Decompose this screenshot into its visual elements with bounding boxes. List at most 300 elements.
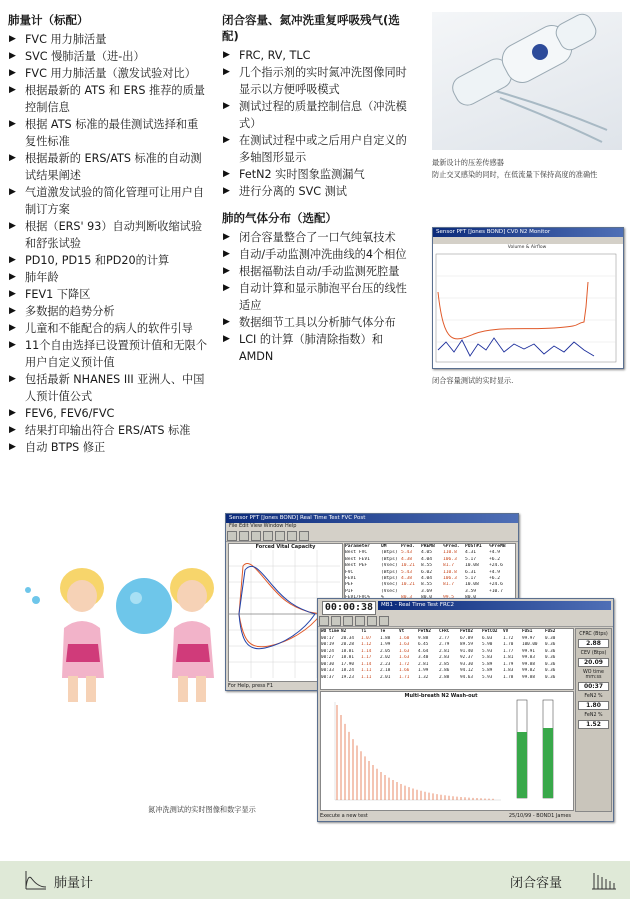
feature-item: [222, 229, 416, 246]
bullet-arrow-icon: ▶: [223, 186, 230, 196]
table-cell: FEV1: [345, 576, 357, 582]
feature-text: 几个指示剂的实时氮冲洗图像同时显示以方便呼吸模式: [239, 66, 407, 96]
table-cell: 00:30: [321, 661, 334, 667]
table-cell: 10.08: [465, 582, 479, 588]
side-readout: [578, 632, 609, 648]
table-cell: 1.14: [361, 648, 372, 654]
bullet-arrow-icon: ▶: [9, 187, 16, 197]
column-header: Pred.: [401, 544, 415, 549]
feature-text: 自动/手动监测冲洗曲线的4个相位: [239, 248, 407, 261]
table-cell: 1.07: [361, 635, 372, 641]
column-header: Vt: [399, 629, 405, 634]
table-cell: 81.7: [443, 563, 455, 569]
table-cell: 3.69: [421, 588, 433, 594]
bullet-arrow-icon: ▶: [9, 34, 16, 44]
feature-text: 根据最新的 ERS/ATS 标准的自动测试结果阐述: [25, 152, 202, 182]
table-cell: 94.63: [460, 674, 473, 680]
table-cell: 110.8: [443, 569, 457, 575]
feature-text: 根据福勒法自动/手动监测死腔量: [239, 265, 400, 278]
feature-text: 自动计算和显示肺泡平台压的线性适应: [239, 282, 407, 312]
tool-button[interactable]: [367, 616, 377, 626]
table-cell: 0.36: [545, 648, 556, 654]
column-header: Te: [380, 629, 386, 634]
table-cell: 1.60: [399, 635, 410, 641]
feature-item: [8, 48, 208, 65]
table-cell: 00:19: [321, 642, 334, 647]
tool-button[interactable]: [299, 531, 309, 541]
washout-side-panel: [575, 628, 612, 812]
bullet-arrow-icon: ▶: [9, 289, 16, 299]
table-cell: 00:17: [321, 635, 334, 641]
table-cell: 5.90: [482, 642, 493, 647]
bullet-arrow-icon: ▶: [9, 221, 16, 231]
side-readout: [578, 670, 609, 691]
table-cell: 3.59: [465, 588, 477, 594]
bullet-arrow-icon: ▶: [9, 425, 16, 435]
table-cell: 110.8: [443, 550, 457, 556]
feature-item: [222, 246, 416, 263]
gas-distribution-title: 肺的气体分布（选配）: [222, 211, 337, 225]
readout-value: 2.88: [578, 639, 609, 648]
column-header: N2: [341, 629, 347, 634]
washout-status-right: 25/10/99 - BOND1 James: [508, 813, 571, 819]
tool-button[interactable]: [251, 531, 261, 541]
table-cell: 99.97: [522, 635, 535, 641]
window-titlebar: Sensor PFT [Jones BOND] CV0 N2 Monitor: [433, 228, 623, 237]
table-cell: Best FVC: [345, 550, 368, 556]
table-cell: 1.70: [503, 642, 514, 647]
table-cell: 1.32: [418, 674, 429, 680]
feature-item: [222, 183, 416, 200]
table-cell: 1.11: [361, 674, 372, 680]
column-header: CFRC: [439, 629, 450, 634]
kids-illustration: [14, 548, 219, 708]
table-cell: 99.91: [522, 648, 535, 654]
feature-text: FVC 用力肺活量（激发试验对比）: [25, 67, 196, 80]
table-cell: 1.78: [503, 674, 514, 680]
feature-item: [8, 252, 208, 269]
feature-item: [8, 320, 208, 337]
table-cell: 4.04: [421, 556, 433, 562]
feature-text: FEV1 下降区: [25, 288, 91, 301]
gas-distribution-list: [222, 229, 416, 365]
table-cell: 17.90: [341, 661, 354, 667]
tool-button[interactable]: [355, 616, 365, 626]
washout-window: [317, 598, 614, 822]
table-cell: Best PEF: [345, 563, 368, 569]
feature-text: PD10, PD15 和PD20的计算: [25, 254, 170, 267]
table-cell: 00:27: [321, 655, 334, 660]
table-cell: 99.88: [522, 674, 535, 680]
tool-button[interactable]: [275, 531, 285, 541]
table-cell: 4.31: [465, 550, 477, 556]
column-header: UM: [381, 544, 387, 549]
feature-text: 多数据的趋势分析: [25, 305, 115, 318]
feature-item: [8, 150, 208, 184]
feature-text: 自动 BTPS 修正: [25, 441, 106, 454]
bullet-arrow-icon: ▶: [9, 408, 16, 418]
table-cell: 18.81: [341, 655, 354, 660]
feature-item: [222, 98, 416, 132]
table-cell: 1.83: [503, 668, 514, 673]
bullet-arrow-icon: ▶: [223, 67, 230, 77]
table-cell: 2.23: [380, 661, 391, 667]
bullet-arrow-icon: ▶: [223, 135, 230, 145]
feature-item: [8, 269, 208, 286]
feature-item: [8, 286, 208, 303]
bullet-arrow-icon: ▶: [9, 51, 16, 61]
bullet-arrow-icon: ▶: [9, 272, 16, 282]
bullet-arrow-icon: ▶: [223, 317, 230, 327]
column-header: %PreMB: [489, 544, 506, 549]
tool-button[interactable]: [331, 616, 341, 626]
closing-chart-legend: Volume & Airflow: [507, 245, 547, 250]
column-header: %Pred.: [443, 544, 460, 549]
washout-chart-area: [320, 691, 574, 811]
washout-titlebar: MB1 - Real Time Test FRC2: [378, 601, 611, 610]
bullet-arrow-icon: ▶: [223, 50, 230, 60]
feature-text: 肺年龄: [25, 271, 59, 284]
table-cell: 20.28: [341, 642, 354, 647]
feature-item: [8, 371, 208, 405]
table-cell: 1.14: [361, 661, 372, 667]
side-readout: [578, 694, 609, 710]
table-cell: 0.36: [545, 668, 556, 673]
tool-button[interactable]: [287, 531, 297, 541]
table-cell: 1.63: [399, 648, 410, 654]
tool-button[interactable]: [343, 616, 353, 626]
table-cell: 2.77: [439, 635, 450, 641]
table-cell: 5.17: [465, 576, 477, 582]
table-cell: 0.36: [545, 642, 556, 647]
washout-table-body: [321, 636, 573, 682]
bullet-arrow-icon: ▶: [9, 442, 16, 452]
feature-item: [8, 218, 208, 252]
table-cell: 93.30: [460, 661, 473, 667]
table-cell: 6.03: [482, 635, 493, 641]
table-cell: 100.00: [522, 642, 538, 647]
washout-list: [222, 47, 416, 200]
table-body: [345, 550, 515, 601]
feature-item: [8, 422, 208, 439]
bullet-arrow-icon: ▶: [223, 232, 230, 242]
table-cell: 5.43: [401, 550, 413, 556]
washout-title: 闭合容量、氮冲洗重复呼吸残气(选配): [222, 13, 400, 43]
table-cell: +6.2: [489, 556, 501, 562]
table-cell: 1.63: [399, 655, 410, 660]
table-cell: 1.99: [380, 642, 391, 647]
feature-item: [8, 337, 208, 371]
fvc-toolbar: [226, 530, 518, 542]
tool-button[interactable]: [319, 616, 329, 626]
feature-item: [222, 132, 416, 166]
feature-text: 根据 ATS 标准的最佳测试选择和重复性标准: [25, 118, 199, 148]
readout-label: CEV (Btps): [580, 651, 607, 656]
fvc-chart-title: Forced Vital Capacity: [255, 544, 316, 550]
table-cell: 0.36: [545, 661, 556, 667]
table-cell: 2.18: [380, 668, 391, 673]
table-cell: 5.89: [482, 661, 493, 667]
table-cell: (Vsec): [381, 588, 398, 594]
feature-item: [222, 166, 416, 183]
feature-text: 结果打印输出符合 ERS/ATS 标准: [25, 424, 191, 437]
feature-text: 闭合容量整合了一口气纯氧技术: [239, 231, 396, 244]
column-header: PetO2: [460, 629, 473, 634]
table-cell: 1.77: [503, 648, 514, 654]
table-cell: 8.55: [421, 582, 433, 588]
feature-item: [8, 439, 208, 456]
table-cell: 91.40: [460, 648, 473, 654]
table-cell: 19.23: [341, 674, 354, 680]
table-cell: +24.6: [489, 582, 503, 588]
table-cell: (Btps): [381, 576, 398, 582]
feature-item: [222, 64, 416, 98]
table-cell: 2.01: [380, 674, 391, 680]
table-cell: 1.66: [399, 668, 410, 673]
column-header: PetCO2: [482, 629, 498, 634]
table-cell: 5.17: [465, 556, 477, 562]
closing-volume-chart: [434, 252, 622, 366]
table-cell: 1.79: [503, 661, 514, 667]
bullet-arrow-icon: ▶: [9, 153, 16, 163]
washout-status-left: Execute a new test: [320, 813, 368, 819]
column-header: PetN2: [418, 629, 431, 634]
table-cell: 2.79: [439, 642, 450, 647]
table-cell: 99.82: [522, 668, 535, 673]
sensor-photo: [432, 12, 622, 150]
table-cell: 94.12: [460, 668, 473, 673]
table-cell: 2.02: [380, 655, 391, 660]
table-cell: 00:33: [321, 668, 334, 673]
table-cell: 1.71: [399, 674, 410, 680]
table-cell: PEF: [345, 582, 354, 588]
table-cell: 0.36: [545, 674, 556, 680]
table-cell: (Btps): [381, 569, 398, 575]
table-cell: 2.85: [439, 661, 450, 667]
tool-button[interactable]: [239, 531, 249, 541]
washout-chart: [321, 692, 571, 808]
bullet-arrow-icon: ▶: [9, 68, 16, 78]
bullet-arrow-icon: ▶: [223, 249, 230, 259]
table-cell: PIF: [345, 588, 354, 594]
table-cell: 0.36: [545, 655, 556, 660]
feature-item: [222, 331, 416, 365]
readout-value: 1.80: [578, 701, 609, 710]
sensor-caption-text: 防止交叉感染的同时，在低流量下保持高度的准确性: [432, 170, 598, 179]
feature-text: FRC, RV, TLC: [239, 49, 311, 62]
spirometry-title: 肺量计（标配）: [8, 13, 89, 27]
table-cell: +4.9: [489, 550, 501, 556]
readout-label: FeN2 %: [584, 713, 603, 718]
closing-volume-window: [432, 227, 624, 369]
side-readout: [578, 651, 609, 667]
table-cell: 18.24: [341, 668, 354, 673]
readout-label: CFRC (Btps): [579, 632, 608, 637]
sensor-caption: [432, 157, 622, 181]
table-cell: 10.08: [465, 563, 479, 569]
bullet-arrow-icon: ▶: [9, 255, 16, 265]
table-cell: (Btps): [381, 550, 398, 556]
fvc-menubar: File Edit View Window Help: [229, 523, 297, 529]
feature-item: [8, 82, 208, 116]
table-cell: 99.88: [522, 661, 535, 667]
feature-item: [8, 405, 208, 422]
table-cell: 106.3: [443, 576, 457, 582]
feature-text: 根据（ERS' 93）自动判断收缩试验和舒张试验: [25, 220, 203, 250]
feature-text: FVC 用力肺活量: [25, 33, 107, 46]
feature-item: [8, 31, 208, 48]
column-header: WO time: [321, 629, 340, 634]
fvc-window-titlebar: Sensor PFT [Jones BOND] Real Time Test FVC Post: [226, 514, 518, 523]
table-cell: 4.38: [401, 576, 413, 582]
column-header: PREMB: [421, 544, 435, 549]
table-cell: 2.05: [380, 648, 391, 654]
table-cell: 67.89: [460, 635, 473, 641]
spirometer-icon: [24, 869, 48, 891]
table-cell: 4.04: [421, 576, 433, 582]
washout-timer: 00:00:38: [322, 601, 376, 615]
closing-volume-icon: [590, 869, 618, 891]
closing-caption: 闭合容量测试的实时显示.: [432, 376, 514, 385]
table-cell: 4.64: [418, 648, 429, 654]
table-cell: 18.81: [341, 648, 354, 654]
feature-item: [222, 263, 416, 280]
bullet-arrow-icon: ▶: [9, 340, 16, 350]
table-cell: (Vsec): [381, 563, 398, 569]
table-cell: 5.83: [482, 655, 493, 660]
table-cell: +10.7: [489, 588, 503, 594]
feature-item: [8, 184, 208, 218]
table-cell: +4.9: [489, 569, 501, 575]
table-cell: 0.30: [545, 635, 556, 641]
column-header: Ti: [361, 629, 367, 634]
column-header: VV: [503, 629, 509, 634]
sensor-caption-title: 最新设计的压差传感器: [432, 158, 504, 167]
bullet-arrow-icon: ▶: [9, 374, 16, 384]
table-cell: (Vsec): [381, 582, 398, 588]
table-cell: 10.21: [401, 563, 415, 569]
menubar: [433, 237, 623, 244]
feature-text: LCI 的计算（肺清除指数）和 AMDN: [239, 333, 383, 363]
bullet-arrow-icon: ▶: [9, 119, 16, 129]
feature-text: FEV6, FEV6/FVC: [25, 407, 115, 420]
washout-caption: 氮冲洗测试的实时图像和数字显示: [148, 805, 256, 814]
feature-item: [8, 116, 208, 150]
feature-text: 气道激发试验的简化管理可让用户自制订方案: [25, 186, 205, 216]
tool-button[interactable]: [263, 531, 273, 541]
readout-value: 1.52: [578, 720, 609, 729]
feature-text: 包括最新 NHANES III 亚洲人、中国人预计值公式: [25, 373, 205, 403]
column-header: FUS1: [522, 629, 533, 634]
table-cell: 81.7: [443, 582, 455, 588]
table-cell: 5.89: [482, 668, 493, 673]
washout-status-bar: [320, 813, 611, 821]
tool-button[interactable]: [227, 531, 237, 541]
feature-text: 测试过程的质量控制信息（冲洗模式）: [239, 100, 407, 130]
footer-band: [0, 861, 630, 899]
washout-table: [320, 628, 574, 690]
footer-right-label: 闭合容量: [510, 876, 563, 891]
bullet-arrow-icon: ▶: [9, 306, 16, 316]
washout-chart-title: Multi-breath N2 Wash-out: [404, 693, 478, 699]
feature-text: 11个自由选择已设置预计值和无限个用户自定义预计值: [25, 339, 208, 369]
tool-button[interactable]: [379, 616, 389, 626]
bullet-arrow-icon: ▶: [223, 334, 230, 344]
washout-header: [318, 599, 613, 615]
table-cell: 2.81: [439, 648, 450, 654]
table-cell: 6.45: [418, 642, 429, 647]
feature-text: 进行分离的 SVC 测试: [239, 185, 347, 198]
feature-item: [222, 280, 416, 314]
table-cell: 2.86: [439, 668, 450, 673]
table-cell: 1.12: [361, 642, 372, 647]
table-cell: 1.99: [418, 668, 429, 673]
feature-item: [8, 303, 208, 320]
feature-item: [8, 65, 208, 82]
bullet-arrow-icon: ▶: [9, 323, 16, 333]
table-cell: 5.93: [482, 648, 493, 654]
table-cell: 2.88: [439, 674, 450, 680]
bullet-arrow-icon: ▶: [9, 85, 16, 95]
bullet-arrow-icon: ▶: [223, 266, 230, 276]
spirometry-column: [8, 12, 208, 456]
table-cell: 1.17: [361, 655, 372, 660]
table-cell: 2.83: [439, 655, 450, 660]
table-cell: 9.88: [418, 635, 429, 641]
feature-text: 儿童和不能配合的病人的软件引导: [25, 322, 193, 335]
table-cell: 1.81: [503, 655, 514, 660]
table-cell: +6.2: [489, 576, 501, 582]
fvc-status-bar: For Help, press F1: [228, 683, 274, 689]
table-cell: 00:24: [321, 648, 334, 654]
table-cell: 10.21: [401, 582, 415, 588]
feature-text: 在测试过程中或之后用户自定义的多轴图形显示: [239, 134, 407, 164]
table-cell: 92.37: [460, 655, 473, 660]
feature-text: 数据细节工具以分析肺气体分布: [239, 316, 396, 329]
readout-value: 20.09: [578, 658, 609, 667]
footer-left-label: 肺量计: [54, 876, 94, 891]
table-cell: (Btps): [381, 556, 398, 562]
readout-value: 00:37: [578, 682, 609, 691]
feature-text: FetN2 实时图象监测漏气: [239, 168, 365, 181]
column-header: FUS2: [545, 629, 556, 634]
table-cell: 1.72: [399, 661, 410, 667]
table-cell: FVC: [345, 569, 354, 575]
table-cell: 4.05: [421, 550, 433, 556]
table-cell: 106.3: [443, 556, 457, 562]
table-cell: +24.6: [489, 563, 503, 569]
feature-text: SVC 慢肺活量（进-出）: [25, 50, 145, 63]
spirometry-list: [8, 31, 208, 456]
table-cell: 5.93: [482, 674, 493, 680]
table-cell: 2.81: [418, 661, 429, 667]
column-header: Parameter: [345, 544, 370, 549]
table-cell: 6.02: [421, 569, 433, 575]
readout-label: FeN2 %: [584, 694, 603, 699]
table-cell: 99.83: [522, 655, 535, 660]
table-cell: 5.43: [401, 569, 413, 575]
table-cell: 89.59: [460, 642, 473, 647]
readout-label: WO time mm:ss: [583, 670, 604, 680]
table-cell: 00:37: [321, 674, 334, 680]
bullet-arrow-icon: ▶: [223, 169, 230, 179]
bullet-arrow-icon: ▶: [223, 101, 230, 111]
table-cell: 1.88: [380, 635, 391, 641]
table-cell: Best FEV1: [345, 556, 370, 562]
table-cell: 6.31: [465, 569, 477, 575]
table-cell: 1.72: [503, 635, 514, 641]
washout-toolbar: [318, 615, 613, 627]
